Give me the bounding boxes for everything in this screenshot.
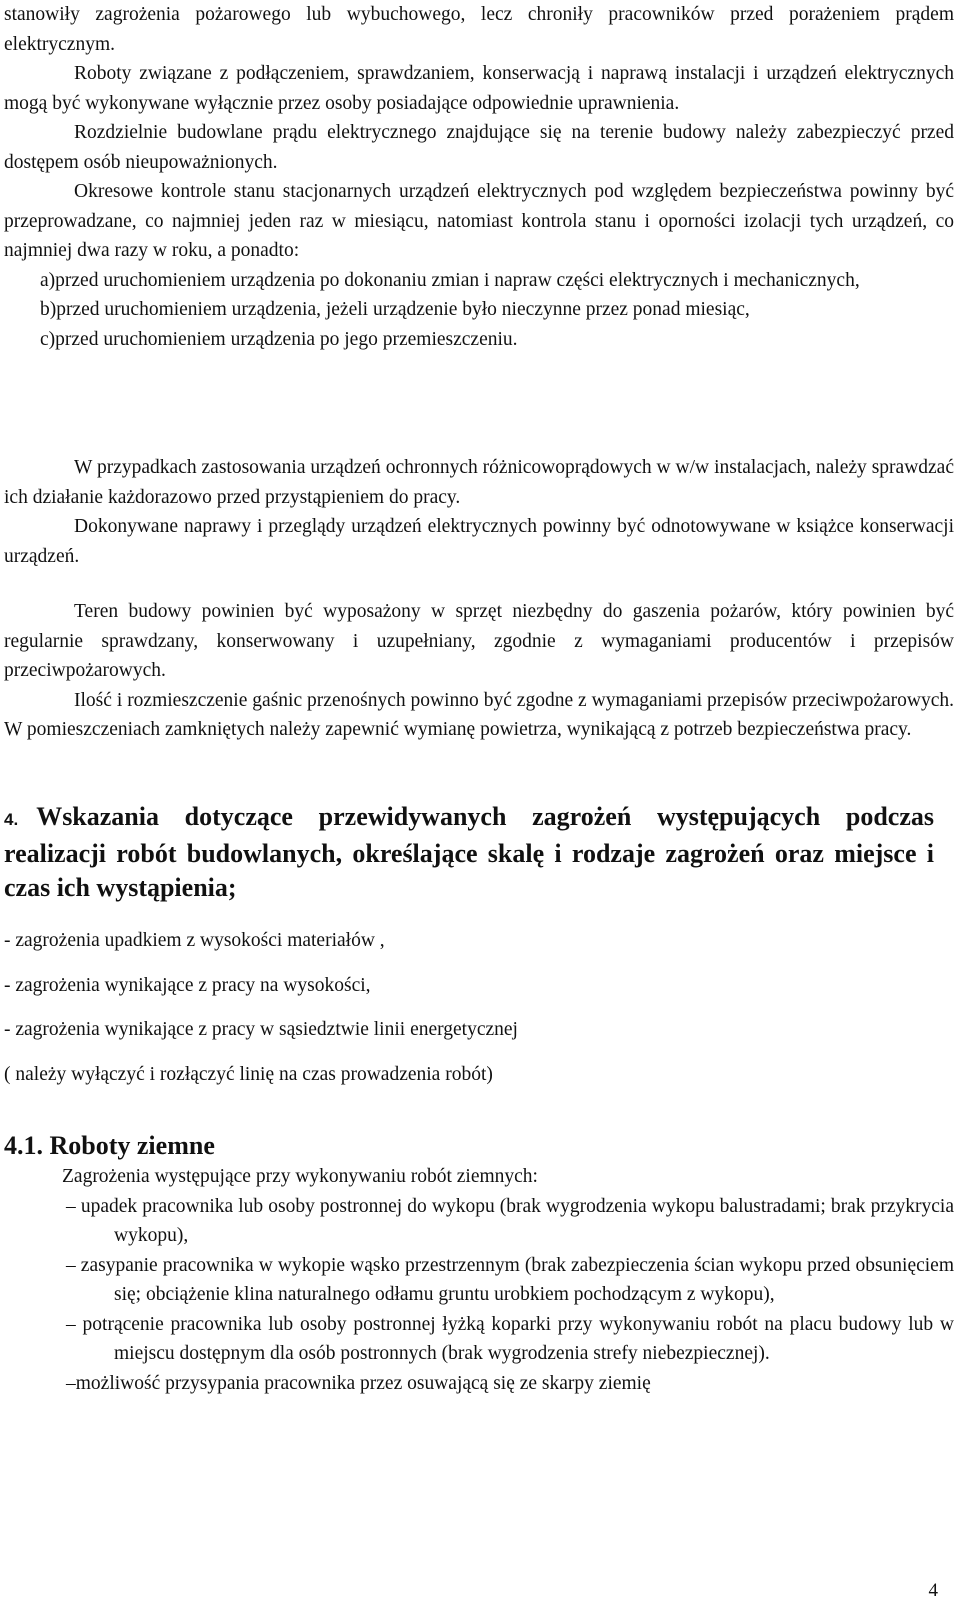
hazard-line: - zagrożenia wynikające z pracy w sąsiedztwie linii energetycznej [4,1019,518,1040]
hazard-line: ( należy wyłączyć i rozłączyć linię na czas prowadzenia robót) [4,1063,493,1085]
section-number: 4. [4,810,19,829]
paragraph: Teren budowy powinien być wyposażony w sprzęt niezbędny do gaszenia pożarów, który powinien być regularnie sprawdzany, konserwowany i uzupełniany, zgodnie z wymaganiami producentów i przepisów przeciwpożarowych. [4,601,954,681]
rcd-block [4,453,954,571]
list-item: – potrącenie pracownika lub osoby postronnej łyżką koparki przy wykonywaniu robót na placu budowy lub w miejscu dostępnym dla osób postronnych (brak wygrodzenia strefy niebezpiecznej). [66,1313,954,1364]
fire-block [4,597,954,745]
section-4-1 [4,1130,954,1398]
list-item: – zasypanie pracownika w wykopie wąsko przestrzennym (brak zabezpieczenia ścian wykopu przed obsunięciem się; obciążenie klina naturalnego odłamu gruntu urobkiem pochodzącym z wykopu), [66,1254,954,1305]
list-item: – upadek pracownika lub osoby postronnej do wykopu (brak wygrodzenia wykopu balustradami; brak przykrycia wykopu), [66,1195,954,1246]
list-item: a)przed uruchomieniem urządzenia po dokonaniu zmian i napraw części elektrycznych i mechanicznych, [40,269,860,291]
earthwork-hazards-list [4,1192,954,1399]
list-item: –możliwość przysypania pracownika przez osuwającą się ze skarpy ziemię [66,1372,651,1394]
paragraph: W przypadkach zastosowania urządzeń ochronnych różnicowoprądowych w w/w instalacjach, należy sprawdzać ich działanie każdorazowo przed przystąpieniem do pracy. [4,457,954,508]
section-heading [4,800,934,905]
page-number: 4 [928,1580,938,1601]
paragraph: Rozdzielnie budowlane prądu elektrycznego znajdujące się na terenie budowy należy zabezpieczyć przed dostępem osób nieupoważnionych. [4,122,954,173]
paragraph: stanowiły zagrożenia pożarowego lub wybuchowego, lecz chroniły pracowników przed porażeniem prądem elektrycznym. [4,4,954,55]
paragraph: Roboty związane z podłączeniem, sprawdzaniem, konserwacją i naprawą instalacji i urządzeń elektrycznych mogą być wykonywane wyłącznie przez osoby posiadające odpowiednie uprawnienia. [4,63,954,114]
list-item: c)przed uruchomieniem urządzenia po jego przemieszczeniu. [40,328,518,350]
subsection-intro: Zagrożenia występujące przy wykonywaniu robót ziemnych: [62,1166,538,1187]
top-block [4,0,954,354]
paragraph: Dokonywane naprawy i przeglądy urządzeń elektrycznych powinny być odnotowywane w książce konserwacji urządzeń. [4,516,954,567]
hazard-lines [4,926,954,1089]
subsection-heading: 4.1. Roboty ziemne [4,1131,215,1160]
list-item: b)przed uruchomieniem urządzenia, jeżeli urządzenie było nieczynne przez ponad miesiąc, [40,299,750,320]
hazard-line: - zagrożenia upadkiem z wysokości materiałów , [4,930,385,951]
section-title: Wskazania dotyczące przewidywanych zagrożeń występujących podczas realizacji robót budowlanych, określające skalę i rodzaje zagrożeń oraz miejsce i czas ich wystąpienia; [4,802,934,902]
paragraph: Okresowe kontrole stanu stacjonarnych urządzeń elektrycznych pod względem bezpieczeństwa powinny być przeprowadzane, co najmniej jeden raz w miesiącu, natomiast kontrola stanu i oporności izolacji tych urządzeń, co najmniej dwa razy w roku, a ponadto: [4,181,954,261]
paragraph: Ilość i rozmieszczenie gaśnic przenośnych powinno być zgodne z wymaganiami przepisów przeciwpożarowych. W pomieszczeniach zamkniętych należy zapewnić wymianę powietrza, wynikającą z potrzeb bezpieczeństwa pracy. [4,689,954,740]
hazard-line: - zagrożenia wynikające z pracy na wysokości, [4,974,371,996]
inspection-list [4,266,954,355]
section-4 [4,800,934,905]
